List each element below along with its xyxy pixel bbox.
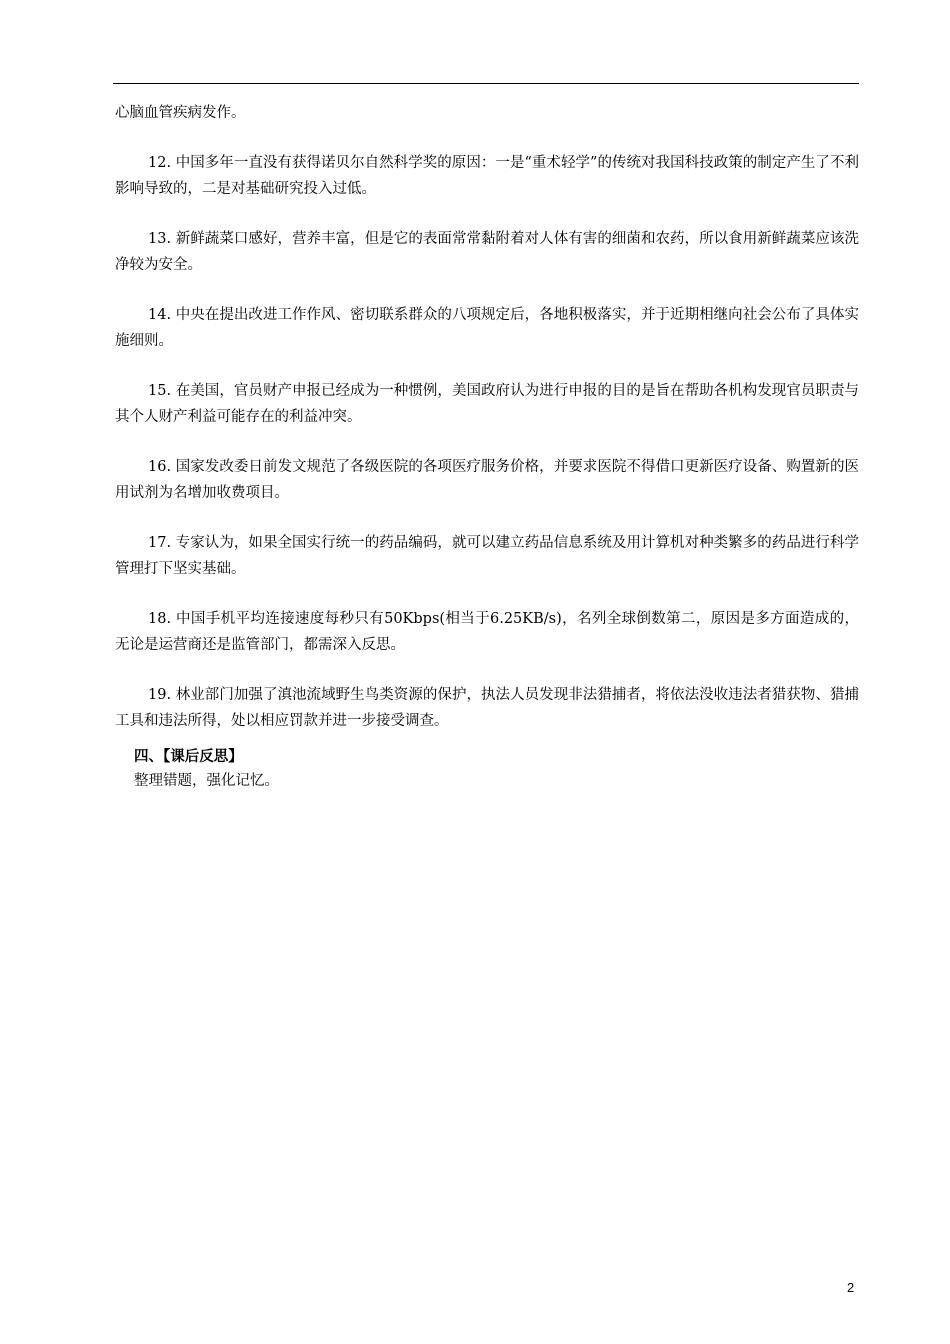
question-item-14: 14. 中央在提出改进工作作风、密切联系群众的八项规定后，各地积极落实，并于近期相继向社会公布了具体实施细则。 — [115, 307, 859, 349]
continuation-text: 心脑血管疾病发作。 — [115, 105, 246, 121]
section-body: 整理错题，强化记忆。 — [134, 773, 279, 789]
section-title: 四、【课后反思】 — [134, 748, 243, 765]
document-body — [115, 100, 859, 794]
question-item-16: 16. 国家发改委日前发文规范了各级医院的各项医疗服务价格，并要求医院不得借口更新医疗设备、购置新的医用试剂为名增加收费项目。 — [115, 459, 859, 501]
page-number: 2 — [847, 1280, 855, 1295]
question-item-19: 19. 林业部门加强了滇池流域野生鸟类资源的保护，执法人员发现非法猎捕者，将依法没收违法者猎获物、猎捕工具和违法所得，处以相应罚款并进一步接受调查。 — [115, 687, 859, 729]
question-item-12: 12. 中国多年一直没有获得诺贝尔自然科学奖的原因：一是“重术轻学”的传统对我国科技政策的制定产生了不利影响导致的，二是对基础研究投入过低。 — [115, 155, 859, 197]
question-item-15: 15. 在美国，官员财产申报已经成为一种惯例，美国政府认为进行申报的目的是旨在帮助各机构发现官员职责与其个人财产利益可能存在的利益冲突。 — [115, 383, 859, 425]
header-rule — [113, 83, 859, 84]
question-item-13: 13. 新鲜蔬菜口感好，营养丰富，但是它的表面常常黏附着对人体有害的细菌和农药，所以食用新鲜蔬菜应该洗净较为安全。 — [115, 231, 859, 273]
question-item-18: 18. 中国手机平均连接速度每秒只有50Kbps(相当于6.25KB/s)，名列全球倒数第二，原因是多方面造成的，无论是运营商还是监管部门，都需深入反思。 — [115, 611, 859, 653]
question-item-17: 17. 专家认为，如果全国实行统一的药品编码，就可以建立药品信息系统及用计算机对种类繁多的药品进行科学管理打下坚实基础。 — [115, 535, 859, 577]
